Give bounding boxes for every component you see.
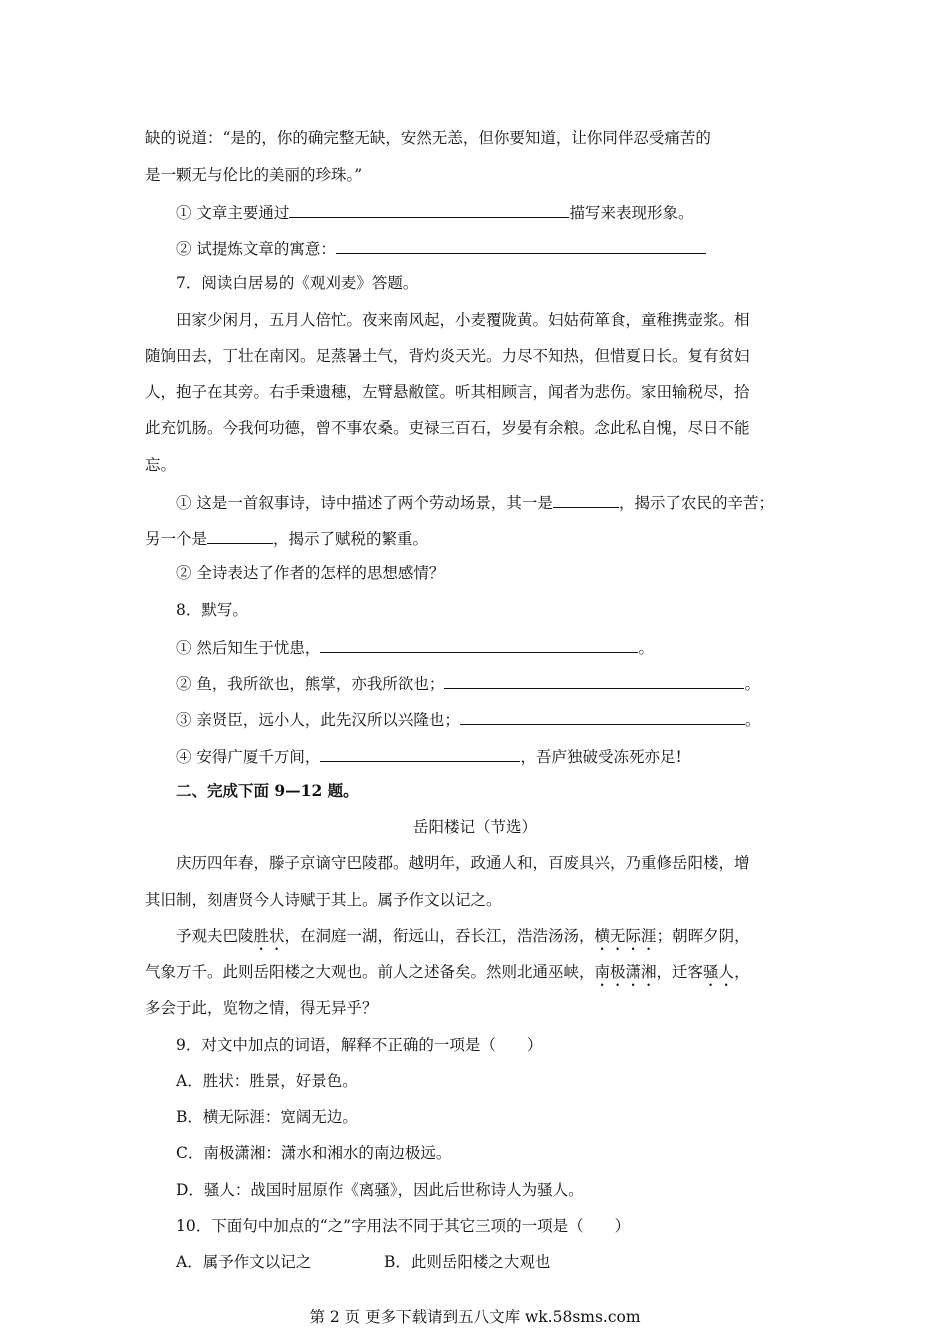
answer-blank[interactable] <box>320 636 638 653</box>
option-b: B．此则岳阳楼之大观也 <box>384 1253 551 1271</box>
page-footer: 第 2 页 更多下载请到五八文库 wk.58sms.com <box>309 1308 641 1326</box>
passage-line <box>145 962 750 990</box>
passage-text: 予观夫巴陵 <box>176 927 254 945</box>
question-text: ，揭示了农民的辛苦； <box>618 494 774 512</box>
passage-text: ，在洞庭一湖，衔远山，吞长江，浩浩汤汤， <box>284 927 595 945</box>
poem-line: 田家少闲月，五月人倍忙。夜来南风起，小麦覆陇黄。妇姑荷箪食，童稚携壶浆。相 <box>176 311 750 329</box>
text-line: 缺的说道：“是的，你的确完整无缺，安然无恙，但你要知道，让你同伴忍受痛苦的 <box>145 129 711 147</box>
question-7-2: ② 全诗表达了作者的怎样的思想感情？ <box>176 564 445 582</box>
poem-line: 此充饥肠。今我何功德，曾不事农桑。吏禄三百石，岁晏有余粮。念此私自愧，尽日不能 <box>145 419 750 437</box>
dotted-term: 骚人 <box>703 963 735 981</box>
answer-blank[interactable] <box>320 745 520 762</box>
question-text: 描写来表现形象。 <box>569 204 694 222</box>
option-c: C．南极潇湘：潇水和湘水的南边极远。 <box>176 1144 452 1162</box>
question-8-2 <box>176 672 760 694</box>
answer-blank[interactable] <box>336 237 706 254</box>
passage-text: ，迁客 <box>656 963 704 981</box>
poem-line: 人，抱子在其旁。右手秉遗穗，左臂悬敝筐。听其相顾言，闻者为悲伤。家田输税尽，拾 <box>145 383 750 401</box>
question-text: ① 文章主要通过 <box>176 204 290 222</box>
question-text: ，吾庐独破受冻死亦足! <box>520 748 682 766</box>
question-8: 8．默写。 <box>176 601 248 619</box>
poem-line: 随饷田去，丁壮在南冈。足蒸暑土气，背灼炎天光。力尽不知热，但惜夏日长。复有贫妇 <box>145 347 750 365</box>
option-a: A．胜状：胜景，好景色。 <box>176 1072 358 1090</box>
question-text: ② 鱼，我所欲也，熊掌，亦我所欲也； <box>176 675 445 693</box>
question-text: ① 这是一首叙事诗，诗中描述了两个劳动场景，其一是 <box>176 494 553 512</box>
question-7-1 <box>176 491 774 513</box>
passage-line: 多会于此，览物之情，得无异乎？ <box>145 999 378 1017</box>
option-b: B．横无际涯：宽阔无边。 <box>176 1108 358 1126</box>
question-7: 7．阅读白居易的《观刈麦》答题。 <box>176 274 419 292</box>
poem-line: 忘。 <box>145 456 177 474</box>
question-text: 。 <box>744 711 761 729</box>
passage-line: 其旧制，刻唐贤今人诗赋于其上。属予作文以记之。 <box>145 891 502 909</box>
question-text: ，揭示了赋税的繁重。 <box>273 530 429 548</box>
question-text: 另一个是 <box>145 530 208 548</box>
question-6-2 <box>176 237 706 259</box>
option-d: D．骚人：战国时屈原作《离骚》，因此后世称诗人为骚人。 <box>176 1181 584 1199</box>
answer-blank[interactable] <box>444 672 744 689</box>
question-10: 10．下面句中加点的“之”字用法不同于其它三项的一项是（ ） <box>176 1217 631 1235</box>
dotted-term: 横无际涯 <box>594 927 657 945</box>
question-text: 。 <box>638 639 654 657</box>
question-7-1-cont <box>145 527 428 549</box>
section-heading: 二、完成下面 9—12 题。 <box>176 781 359 800</box>
question-9: 9．对文中加点的词语，解释不正确的一项是（ ） <box>176 1036 543 1054</box>
passage-text: ， <box>734 963 750 981</box>
answer-blank[interactable] <box>460 708 745 725</box>
answer-blank[interactable] <box>289 201 569 218</box>
question-6-1 <box>176 201 693 223</box>
question-8-1 <box>176 636 654 658</box>
dotted-term: 胜状 <box>253 927 285 945</box>
question-text: ③ 亲贤臣，远小人，此先汉所以兴隆也； <box>176 711 460 729</box>
question-8-4 <box>176 745 682 767</box>
passage-line <box>176 926 750 954</box>
answer-blank[interactable] <box>553 491 619 508</box>
passage-line: 庆历四年春，滕子京谪守巴陵郡。越明年，政通人和，百废具兴，乃重修岳阳楼，增 <box>176 854 750 872</box>
question-text: ② 试提炼文章的寓意： <box>176 240 336 258</box>
question-text: 。 <box>744 675 760 693</box>
question-text: ④ 安得广厦千万间， <box>176 748 321 766</box>
question-10-options <box>176 1252 311 1272</box>
answer-blank[interactable] <box>207 527 273 544</box>
question-text: ① 然后知生于忧患， <box>176 639 321 657</box>
passage-title: 岳阳楼记（节选） <box>412 818 537 836</box>
passage-text: 气象万千。此则岳阳楼之大观也。前人之述备矣。然则北通巫峡， <box>145 963 595 981</box>
question-8-3 <box>176 708 760 730</box>
dotted-term: 南极潇湘 <box>594 963 657 981</box>
passage-text: ；朝晖夕阴， <box>656 927 750 945</box>
text-line: 是一颗无与伦比的美丽的珍珠。” <box>145 166 363 184</box>
option-a: A．属予作文以记之 <box>176 1253 312 1271</box>
